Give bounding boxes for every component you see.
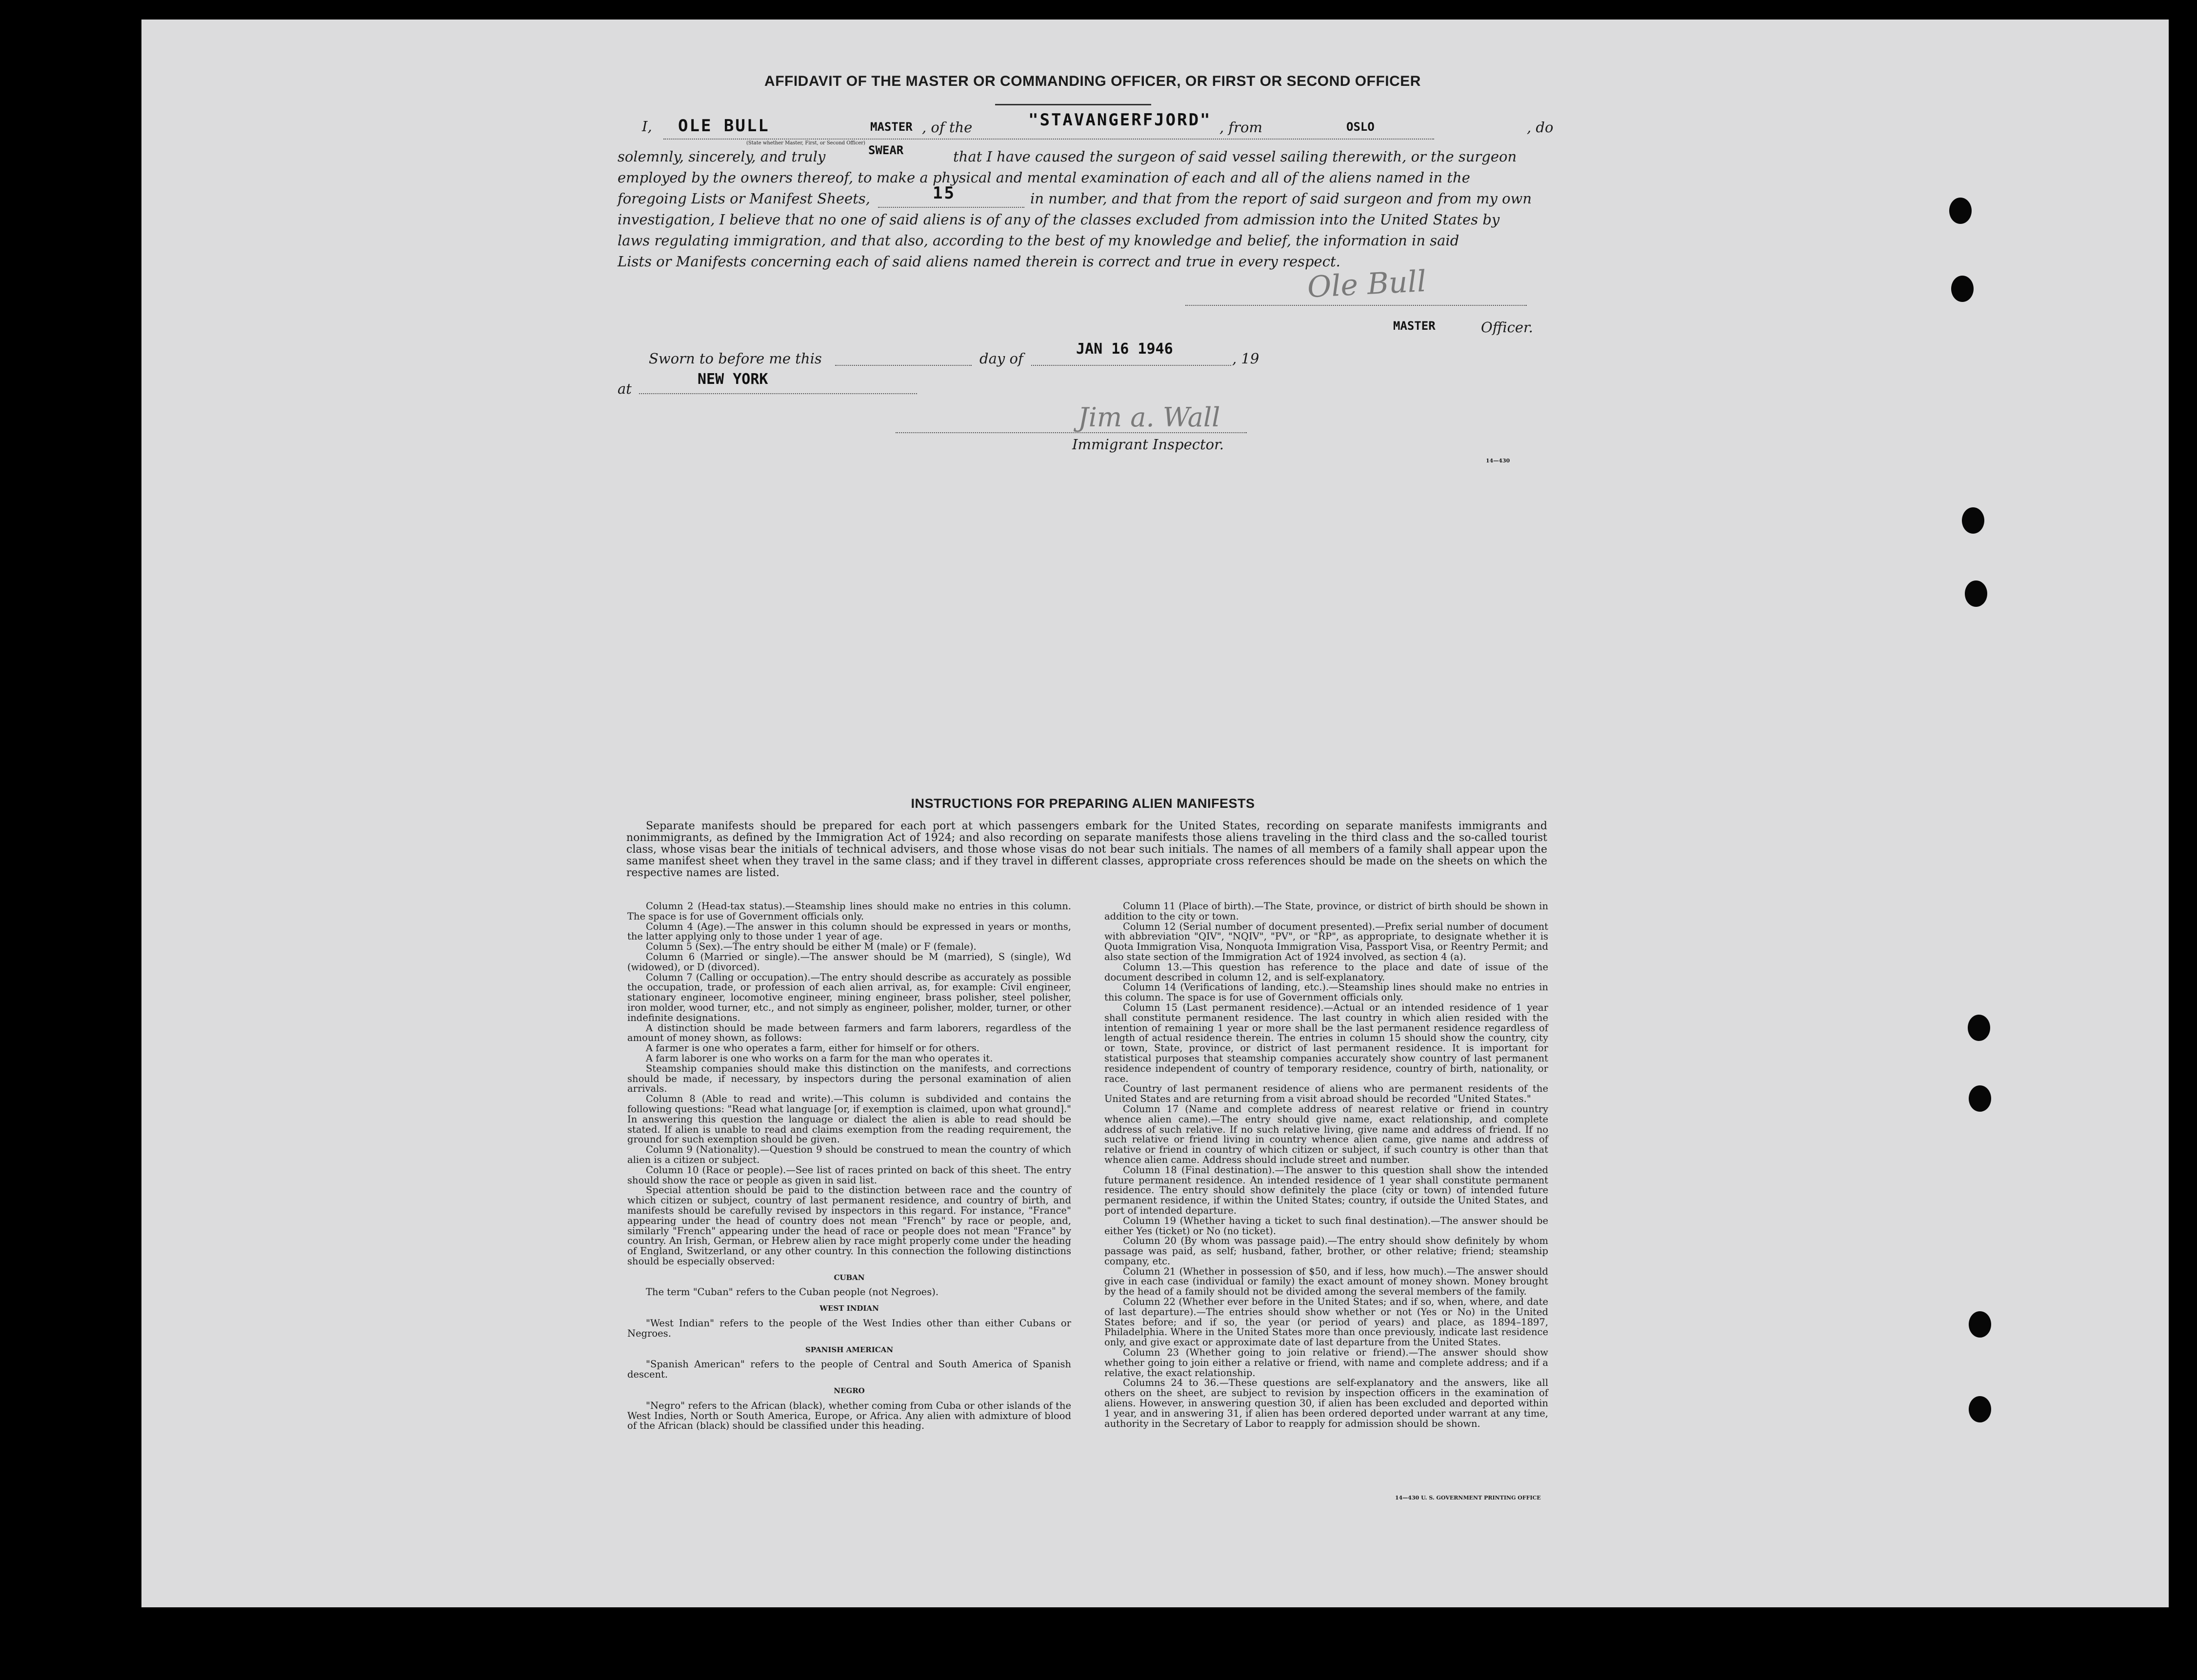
solemnly-text: solemnly, sincerely, and truly: [618, 148, 826, 165]
instruction-paragraph: Column 9 (Nationality).—Question 9 should be construed to mean the country of which alien is a citizen or subject.: [627, 1144, 1071, 1165]
affidavit-line-6: laws regulating immigration, and that also, according to the best of my knowledge and belief, the information in said: [618, 232, 1459, 249]
instruction-paragraph: Column 12 (Serial number of document presented).—Prefix serial number of document with abbreviation "QIV", "NQIV", "PV", or "RP", as appropriate, to designate whether it is Quota Immigration Visa, Nonquota Immigration Visa, Passport Visa, or Reentry Permit; and also state section of the Immigration Act of 1924 involved, as section 4 (a).: [1104, 920, 1548, 962]
instruction-paragraph: Column 8 (Able to read and write).—This column is subdivided and contains the following questions: "Read what language [or, if exemption is claimed, upon what ground]." In answering this question the language or dialect the alien is able to read should be stated. If alien is unable to read and claims exemption from the reading requirement, the ground for such exemption should be given.: [627, 1093, 1071, 1145]
instruction-paragraph: Column 6 (Married or single).—The answer should be M (married), S (single), Wd (widowed), or D (divorced).: [627, 951, 1071, 973]
instruction-paragraph: Column 18 (Final destination).—The answer to this question shall show the intended future permanent residence. An intended residence of 1 year shall constitute permanent residence. The entry should show definitely the place (city or town) of intended future permanent residence, if within the United States; country, if outside the United States, and port of intended departure.: [1104, 1164, 1548, 1216]
instruction-paragraph: Column 17 (Name and complete address of nearest relative or friend in country whence alien came).—The entry should give name, exact relationship, and complete address of such relative. If no such relative living, give name and address of friend. If no such relative or friend living in country whence alien came, give name and address of relative or friend in country of which citizen or subject, if such country is other than that whence alien came. Address should include street and number.: [1104, 1103, 1548, 1165]
officer-label: Officer.: [1481, 319, 1533, 336]
sheet-count: 15: [933, 183, 956, 203]
instruction-paragraph: Column 13.—This question has reference to the place and date of issue of the document described in column 12, and is self-explanatory.: [1104, 961, 1548, 983]
instruction-paragraph: Column 21 (Whether in possession of $50, and if less, how much).—The answer should give in each case (individual or family) the exact amount of money shown. Money brought by the head of a family should not be divided among the several members of the family.: [1104, 1265, 1548, 1298]
i-label: I,: [642, 118, 652, 135]
punch-hole: [1969, 1311, 1991, 1338]
day-of-label: day of: [979, 350, 1023, 367]
definition-heading: CUBAN: [834, 1273, 865, 1282]
instruction-paragraph: Column 22 (Whether ever before in the United States; and if so, when, where, and date of last departure).—The entries should show whether or not (Yes or No) in the United States before; and if so, the year (or period of years) and place, as 1894–1897, Philadelphia. Where in the United States more than once previously, indicate last residence only, and give exact or approximate date of last departure from the United States.: [1104, 1296, 1548, 1348]
instruction-paragraph: Column 23 (Whether going to join relative or friend).—The answer should show whether going to join either a relative or friend, with name and complete address; and if a relative, the exact relationship.: [1104, 1347, 1548, 1379]
oath-word: SWEAR: [868, 143, 904, 157]
affidavit-line-4a: foregoing Lists or Manifest Sheets,: [618, 190, 870, 207]
vessel-name: "STAVANGERFJORD": [1028, 110, 1212, 130]
printing-office-footer: 14—430 U. S. GOVERNMENT PRINTING OFFICE: [1395, 1495, 1541, 1501]
punch-hole: [1951, 276, 1974, 302]
instruction-paragraph: Special attention should be paid to the distinction between race and the country of which citizen or subject, country of last permanent residence, and country of birth, and manifests should be carefully revised by inspectors in this regard. For instance, "France" appearing under the head of country does not mean "French" by race or people, and, similarly "French" appearing under the head of race or people does not mean "France" by country. An Irish, German, or Hebrew alien by race might properly come under the heading of England, Switzerland, or any other country. In this connection the following distinctions should be especially observed:: [627, 1184, 1071, 1267]
instruction-paragraph: Country of last permanent residence of aliens who are permanent residents of the United States and are returning from a visit abroad should be recorded "United States.": [1104, 1083, 1548, 1105]
form-number: 14—430: [1486, 458, 1510, 464]
sworn-place: NEW YORK: [698, 371, 768, 388]
definition-text: "Negro" refers to the African (black), whether coming from Cuba or other islands of the West Indies, North or South America, Europe, or Africa. Any alien with admixture of blood of the African (black) should be classified under this heading.: [627, 1400, 1071, 1432]
instruction-paragraph: Column 11 (Place of birth).—The State, province, or district of birth should be shown in addition to the city or town.: [1104, 900, 1548, 922]
instruction-paragraph: Column 7 (Calling or occupation).—The entry should describe as accurately as possible the occupation, trade, or profession of each alien arrival, as, for example: Civil engineer, stationary engineer, locomotive engineer, mining engineer, brass polisher, steel polisher, iron molder, wood turner, etc., and not simply as engineer, polisher, molder, turner, or other indefinite designations.: [627, 971, 1071, 1023]
master-name: OLE BULL: [678, 116, 770, 136]
instruction-paragraph: Column 14 (Verifications of landing, etc.).—Steamship lines should make no entries in this column. The space is for use of Government officials only.: [1104, 981, 1548, 1003]
instruction-paragraph: Column 4 (Age).—The answer in this column should be expressed in years or months, the latter applying only to those under 1 year of age.: [627, 920, 1071, 942]
definition-text: "West Indian" refers to the people of the West Indies other than either Cubans or Negroes.: [627, 1318, 1071, 1339]
definition-text: "Spanish American" refers to the people of Central and South America of Spanish descent.: [627, 1359, 1071, 1380]
punch-hole: [1949, 198, 1972, 224]
master-signature: Ole Bull: [1306, 264, 1427, 305]
inspector-signature: Jim a. Wall: [1078, 402, 1220, 433]
instruction-paragraph: Column 20 (By whom was passage paid).—The entry should show definitely by whom passage was paid, as self; husband, father, brother, or other relative; friend; steamship company, etc.: [1104, 1235, 1548, 1267]
departure-port: OSLO: [1346, 120, 1375, 134]
at-label: at: [618, 380, 632, 397]
year-label: , 19: [1232, 350, 1259, 367]
instruction-paragraph: Column 19 (Whether having a ticket to such final destination).—The answer should be either Yes (ticket) or No (no ticket).: [1104, 1215, 1548, 1237]
instruction-paragraph: Column 5 (Sex).—The entry should be either M (male) or F (female).: [646, 941, 977, 953]
instruction-paragraph: A distinction should be made between farmers and farm laborers, regardless of the amount of money shown, as follows:: [627, 1022, 1071, 1044]
punch-hole: [1965, 580, 1987, 607]
affidavit-line-3: employed by the owners thereof, to make a physical and mental examination of each and all of the aliens named in the: [618, 169, 1470, 186]
instructions-intro: Separate manifests should be prepared for each port at which passengers embark for the United States, recording on separate manifests immigrants and nonimmigrants, as defined by the Immigration Act of 1924; and also recording on separate manifests those aliens traveling in the third class and the so-called tourist class, whose visas bear the initials of technical advisers, and those whose visas do not bear such initials. The names of all members of a family shall appear upon the same manifest sheet when they travel in the same class; and if they travel in different classes, appropriate cross references should be made on the sheets on which the respective names are listed.: [626, 820, 1547, 879]
affidavit-line-7: Lists or Manifests concerning each of said aliens named therein is correct and true in every respect.: [618, 253, 1340, 270]
do-label: , do: [1527, 119, 1554, 136]
punch-hole: [1968, 1015, 1990, 1041]
affidavit-line-2: that I have caused the surgeon of said vessel sailing therewith, or the surgeon: [953, 148, 1517, 165]
punch-hole: [1962, 507, 1984, 534]
instruction-paragraph: Steamship companies should make this distinction on the manifests, and corrections should be made, if necessary, by inspectors during the personal examination of alien arrivals.: [627, 1062, 1071, 1095]
definition-heading: WEST INDIAN: [819, 1304, 879, 1313]
sworn-label: Sworn to before me this: [649, 350, 822, 367]
from-label: , from: [1219, 119, 1262, 136]
instruction-paragraph: Columns 24 to 36.—These questions are self-explanatory and the answers, like all others on the sheet, are subject to revision by inspection officers in the examination of aliens. However, in answering question 30, if alien has been excluded and deported within 1 year, and in answering 31, if alien has been ordered deported under warrant at any time, authority in the Secretary of Labor to reapply for admission should be shown.: [1104, 1377, 1548, 1429]
affidavit-line-5: investigation, I believe that no one of said aliens is of any of the classes excluded from admission into the United States by: [618, 211, 1500, 228]
inspector-label: Immigrant Inspector.: [1072, 436, 1224, 453]
instructions-left-column: [627, 901, 1071, 1431]
punch-hole: [1969, 1085, 1991, 1112]
instruction-paragraph: A farmer is one who operates a farm, either for himself or for others.: [646, 1042, 979, 1054]
master-rank: MASTER: [870, 120, 913, 134]
rank-note: (State whether Master, First, or Second Officer): [746, 140, 865, 146]
title-rule: [995, 104, 1151, 105]
instruction-paragraph: Column 2 (Head-tax status).—Steamship lines should make no entries in this column. The space is for use of Government officials only.: [627, 900, 1071, 922]
instructions-title: INSTRUCTIONS FOR PREPARING ALIEN MANIFESTS: [911, 796, 1255, 811]
affidavit-title: AFFIDAVIT OF THE MASTER OR COMMANDING OFFICER, OR FIRST OR SECOND OFFICER: [764, 73, 1421, 89]
definition-heading: NEGRO: [834, 1386, 865, 1396]
instructions-right-column: [1104, 901, 1548, 1429]
instruction-paragraph: A farm laborer is one who works on a farm for the man who operates it.: [646, 1052, 993, 1064]
of-the-label: , of the: [922, 119, 973, 136]
instruction-paragraph: Column 15 (Last permanent residence).—Actual or an intended residence of 1 year shall constitute permanent residence. The last country in which alien resided with the intention of remaining 1 year or more shall be the last permanent residence regardless of length of actual residence therein. The entries in column 15 should show the country, city or town, State, province, or district of last permanent residence. It is important for statistical purposes that steamship companies accurately show country of last permanent residence independent of country of temporary residence, country of birth, nationality, or race.: [1104, 1001, 1548, 1084]
definition-text: The term "Cuban" refers to the Cuban people (not Negroes).: [646, 1286, 939, 1298]
officer-rank: MASTER: [1393, 319, 1436, 333]
definition-heading: SPANISH AMERICAN: [805, 1345, 894, 1354]
affidavit-line-4b: in number, and that from the report of said surgeon and from my own: [1030, 190, 1532, 207]
sworn-date: JAN 16 1946: [1076, 340, 1173, 358]
instruction-paragraph: Column 10 (Race or people).—See list of races printed on back of this sheet. The entry should show the race or people as given in said list.: [627, 1164, 1071, 1186]
punch-hole: [1969, 1396, 1991, 1422]
